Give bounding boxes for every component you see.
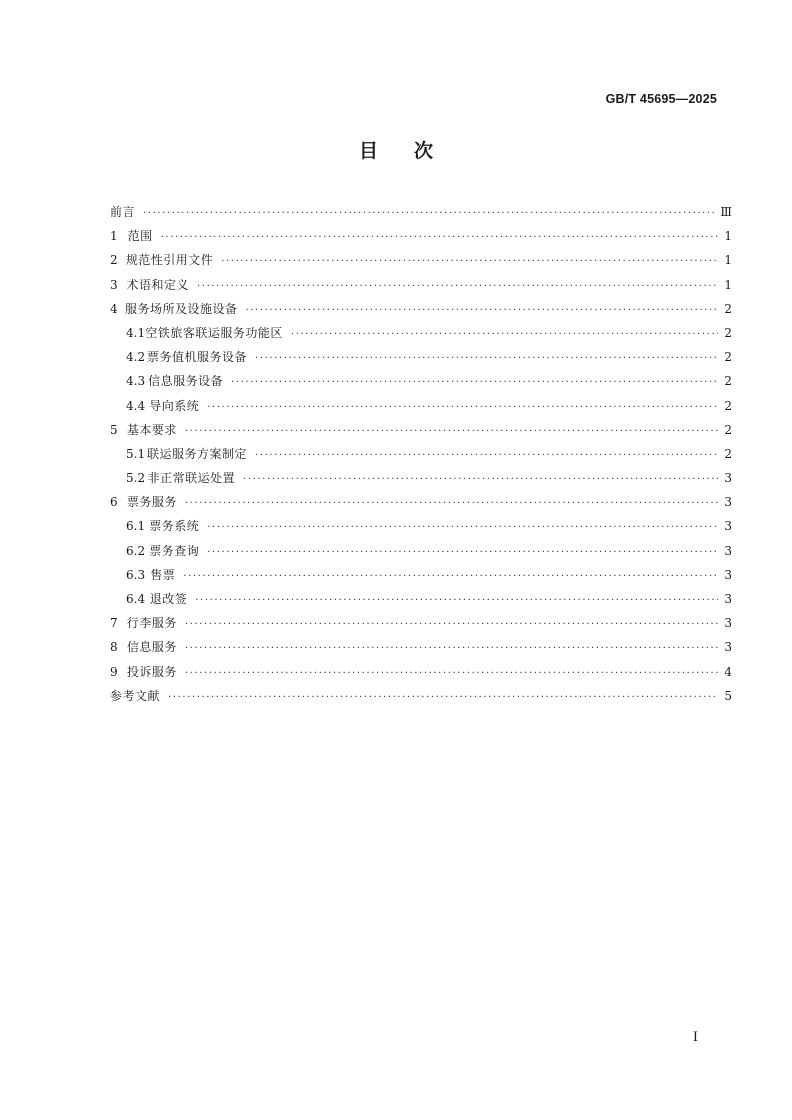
toc-entry[interactable] [110, 345, 732, 369]
toc-entry-page: 1 [724, 229, 732, 244]
toc-entry[interactable] [110, 490, 732, 514]
toc-entry[interactable] [110, 273, 732, 297]
toc-entry-number: 4.2 [126, 350, 146, 365]
toc-entry[interactable] [110, 660, 732, 684]
toc-entry-title: 售票 [150, 567, 176, 582]
toc-entry[interactable] [110, 684, 732, 708]
toc-entry-title: 票务查询 [149, 543, 200, 558]
toc-entry-number: 6.1 [126, 519, 146, 534]
toc-entry-page: 3 [724, 543, 732, 558]
toc-entry-number: 1 [110, 229, 118, 244]
toc-entry[interactable] [110, 466, 732, 490]
toc-entry[interactable] [110, 563, 732, 587]
dot-leader [183, 565, 718, 589]
dot-leader [221, 250, 718, 274]
dot-leader [185, 637, 718, 661]
toc-entry-title: 信息服务 [126, 640, 177, 655]
toc-entry-number: 4 [110, 301, 118, 316]
dot-leader [185, 662, 718, 686]
dot-leader [185, 420, 718, 444]
dot-leader [143, 202, 714, 226]
toc-entry-page: 3 [724, 567, 732, 582]
dot-leader [197, 275, 718, 299]
toc-entry-title: 导向系统 [149, 398, 200, 413]
toc-entry[interactable] [110, 611, 732, 635]
toc-entry-page: 3 [724, 519, 732, 534]
toc-entry[interactable] [110, 248, 732, 272]
toc-entry-page: 3 [724, 616, 732, 631]
dot-leader [207, 541, 718, 565]
toc-entry-page: 3 [724, 640, 732, 655]
toc-entry[interactable] [110, 635, 732, 659]
toc-entry[interactable] [110, 539, 732, 563]
toc-entry-number: 8 [110, 640, 118, 655]
dot-leader [245, 299, 718, 323]
toc-entry-title: 票务系统 [149, 519, 200, 534]
toc-entry-number: 5.2 [126, 471, 146, 486]
toc-entry-number: 3 [110, 277, 118, 292]
dot-leader [231, 371, 718, 395]
dot-leader [207, 516, 718, 540]
toc-entry-page: 2 [724, 350, 732, 365]
toc-entry-number: 6.2 [126, 543, 146, 558]
toc-entry-page: 2 [724, 446, 732, 461]
toc-entry-number: 6 [110, 495, 118, 510]
dot-leader [243, 468, 718, 492]
toc-entry-page: 3 [724, 592, 732, 606]
toc-entry-number: 4.4 [126, 398, 146, 413]
toc-entry-number: 4.1 [126, 325, 146, 340]
dot-leader [185, 492, 718, 516]
toc-entry-page: 5 [724, 688, 732, 703]
dot-leader [291, 323, 718, 347]
page-number: I [692, 1030, 698, 1045]
toc-entry-number: 6.4 [126, 592, 146, 606]
toc-entry-title: 基本要求 [126, 422, 177, 437]
toc-entry-title: 术语和定义 [126, 277, 190, 292]
toc-entry-number: 9 [110, 664, 118, 679]
toc-entry[interactable] [110, 418, 732, 442]
dot-leader [185, 613, 718, 637]
toc-entry[interactable] [110, 200, 732, 224]
toc-entry[interactable] [110, 514, 732, 538]
toc-entry[interactable] [110, 587, 732, 611]
toc-entry-page: 1 [724, 277, 732, 292]
toc-entry-title: 票务服务 [126, 495, 177, 510]
toc-entry[interactable] [110, 369, 732, 393]
toc-entry[interactable] [110, 224, 732, 248]
toc-entry-title: 非正常联运处置 [147, 471, 236, 486]
toc-entry-title: 信息服务设备 [148, 374, 224, 389]
toc-entry-page: 1 [724, 253, 732, 268]
dot-leader [161, 226, 718, 250]
toc-entry[interactable] [110, 394, 732, 418]
toc-entry[interactable] [110, 297, 732, 321]
toc-entry-title: 退改签 [149, 592, 188, 606]
toc-entry-page: 3 [724, 495, 732, 510]
toc-entry-page: 2 [724, 398, 732, 413]
toc-entry-title: 服务场所及设施设备 [124, 301, 238, 316]
page-title: 目次 [358, 140, 469, 162]
dot-leader [195, 589, 718, 613]
toc-entry-number: 5 [110, 422, 118, 437]
dot-leader [207, 396, 718, 420]
toc-entry[interactable] [110, 321, 732, 345]
toc-entry-title: 空铁旅客联运服务功能区 [145, 325, 283, 340]
dot-leader [255, 347, 718, 371]
toc-entry-title: 规范性引用文件 [125, 253, 214, 268]
toc-entry-title: 范围 [127, 229, 153, 244]
dot-leader [255, 444, 718, 468]
table-of-contents [110, 200, 732, 708]
toc-entry-title: 前言 [110, 205, 136, 219]
toc-entry-page: Ⅲ [720, 205, 732, 219]
toc-entry-number: 2 [110, 253, 118, 268]
toc-entry-title: 联运服务方案制定 [147, 446, 248, 461]
toc-entry-title: 参考文献 [110, 688, 161, 703]
toc-entry-title: 投诉服务 [126, 664, 177, 679]
toc-entry-title: 票务值机服务设备 [147, 350, 248, 365]
standard-code: GB/T 45695—2025 [605, 92, 717, 106]
dot-leader [168, 686, 718, 710]
toc-entry-page: 2 [724, 301, 732, 316]
toc-entry-number: 5.1 [126, 446, 146, 461]
toc-entry-title: 行李服务 [126, 616, 177, 631]
toc-entry[interactable] [110, 442, 732, 466]
toc-entry-page: 2 [724, 325, 732, 340]
toc-entry-page: 2 [724, 374, 732, 389]
toc-entry-number: 6.3 [126, 567, 146, 582]
toc-entry-page: 4 [724, 664, 732, 679]
toc-entry-page: 3 [724, 471, 732, 486]
toc-entry-page: 2 [724, 422, 732, 437]
toc-entry-number: 4.3 [126, 374, 146, 389]
toc-entry-number: 7 [110, 616, 118, 631]
